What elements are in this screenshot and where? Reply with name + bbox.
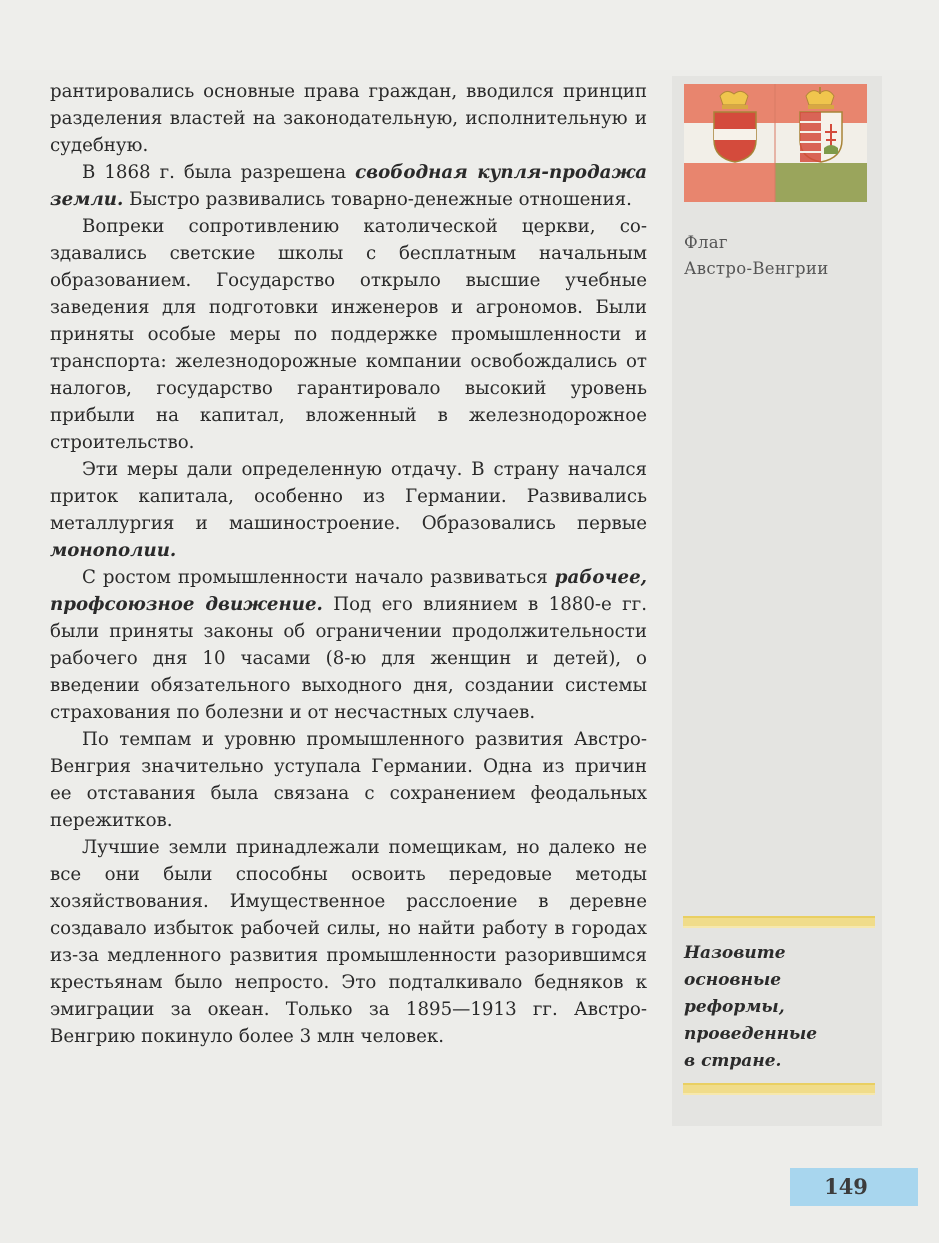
caption-line: Австро-Венгрии [684, 259, 829, 278]
paragraph-text: Под его влиянием в 1880-е гг. были приняты законы об ограничении продолжительности рабочего дня 10 часами (8-ю для женщин и детей), о введении обязательного выходного дня, создании системы страхования по болезни и от несчастных случаев. [50, 594, 647, 723]
paragraph-text: С ростом промышленности начало развиваться [82, 567, 555, 588]
flag-caption [684, 230, 874, 282]
question-line: реформы, [684, 997, 785, 1017]
paragraph [50, 564, 647, 726]
question-line: проведенные [684, 1024, 818, 1044]
paragraph: Вопреки сопротивлению католической церкви, создавались светские школы с бесплатным начальным образованием. Государство открыло высшие учебные заведения для подготовки инженеров и агрономов. Были приняты особые меры по поддержке промышленности и транспорта: железнодорожные компании освобождались от налогов, государство гарантировало высокий уровень прибыли на капитал, вложенный в железнодорожное строительство. [50, 216, 647, 453]
question-line: основные [684, 970, 782, 990]
page-number: 149 [824, 1174, 868, 1199]
caption-line: Флаг [684, 233, 728, 252]
key-term: рабочее, профсоюзное движение. [50, 567, 647, 615]
review-question [684, 940, 874, 1075]
question-divider-top [683, 916, 875, 928]
question-line: в стране. [684, 1051, 782, 1071]
paragraph: Лучшие земли принадлежали помещикам, но далеко не все они были способны освоить передовые методы хозяйствования. Имущественное расслоение в деревне создавало избыток рабочей силы, но найти работу в городах из-за медленного развития промышленности разорившимся крестьянам было непросто. Это подталкивало бедняков к эмиграции за океан. Только за 1895—1913 гг. Австро-Венгрию покинуло более 3 млн человек. [50, 837, 647, 1047]
paragraph [50, 456, 647, 564]
paragraph: рантировались основные права граждан, вводился принцип разделения властей на законодательную, исполнительную и судебную. [50, 81, 647, 156]
paragraph-text: Быстро развивались товарно-денежные отношения. [123, 189, 632, 210]
key-term: свободная купля-продажа земли. [50, 162, 647, 210]
main-text [50, 78, 647, 1050]
page-top-margin [0, 0, 939, 70]
key-term: монополии. [50, 540, 177, 561]
question-divider-bottom [683, 1083, 875, 1095]
paragraph-text: Эти меры дали определенную отдачу. В страну начался приток капитала, особенно из Германии. Развивались металлургия и машиностроение. Образовались первые [50, 459, 647, 534]
question-line: Назовите [684, 943, 786, 963]
paragraph [50, 159, 647, 213]
paragraph: По темпам и уровню промышленного развития Австро-Венгрия значительно уступала Германии. Одна из причин ее отставания была связана с сохранением феодальных пережитков. [50, 729, 647, 831]
paragraph-text: В 1868 г. была разрешена [82, 162, 356, 183]
austria-hungary-flag-icon [684, 84, 867, 202]
